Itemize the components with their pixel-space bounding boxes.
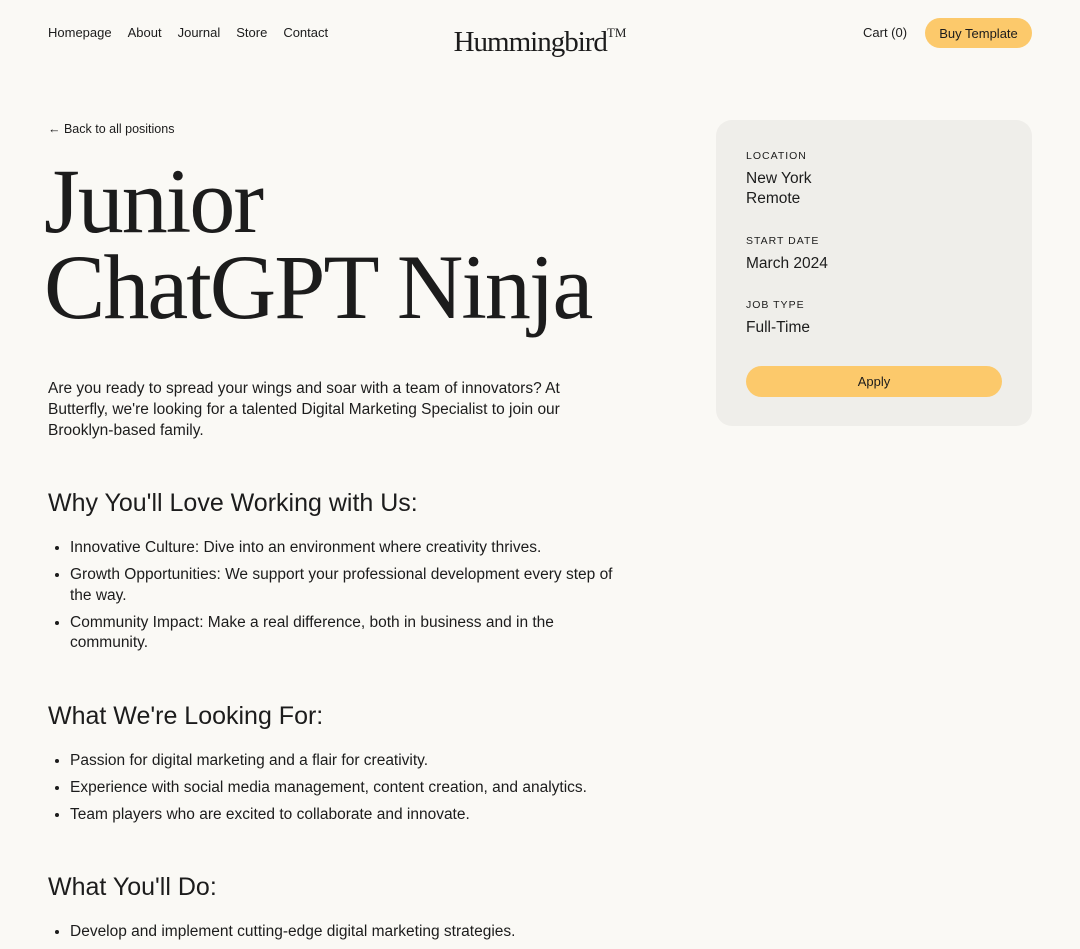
logo-trademark: TM	[606, 25, 627, 40]
job-details-card	[716, 120, 1032, 426]
job-type-label: JOB TYPE	[746, 299, 805, 311]
job-title-line-1: Junior	[44, 150, 262, 252]
back-to-positions-link[interactable]: ← Back to all positions	[48, 122, 175, 136]
logo-text: Hummingbird	[453, 26, 607, 58]
job-type-value: Full-Time	[746, 319, 811, 336]
list-item: • Experience with social media management, content creation, and analytics.	[70, 778, 630, 799]
nav-journal[interactable]: Journal	[177, 25, 221, 40]
section-heading-what-youll-do: What You'll Do:	[48, 873, 217, 901]
section-heading-looking-for: What We're Looking For:	[48, 702, 324, 730]
location-value-2: Remote	[746, 190, 801, 207]
job-title-line-2: ChatGPT Ninja	[44, 236, 592, 338]
job-intro: Are you ready to spread your wings and soar with a team of innovators? At Butterfly, we're looking for a talented Digital Marketing Specialist to join our Brooklyn-based family.	[48, 380, 560, 439]
buy-template-button[interactable]: Buy Template	[925, 18, 1032, 48]
list-item: • Growth Opportunities: We support your professional development every step of the way.	[70, 565, 630, 606]
site-logo[interactable]	[0, 16, 1080, 59]
location-value-1: New York	[746, 170, 812, 187]
list-item: • Community Impact: Make a real difference, both in business and in the community.	[70, 613, 630, 654]
nav-contact[interactable]: Contact	[283, 25, 329, 40]
list-item: • Innovative Culture: Dive into an environment where creativity thrives.	[70, 538, 630, 559]
list-item: • Develop and implement cutting-edge digital marketing strategies.	[70, 922, 630, 943]
section-list-why	[48, 538, 630, 660]
section-heading-why: Why You'll Love Working with Us:	[48, 489, 418, 517]
list-item: • Team players who are excited to collaborate and innovate.	[70, 805, 630, 826]
list-item: • Passion for digital marketing and a flair for creativity.	[70, 751, 630, 772]
start-date-value: March 2024	[746, 255, 828, 272]
nav-about[interactable]: About	[127, 25, 162, 40]
nav-homepage[interactable]: Homepage	[48, 25, 112, 40]
cart-link[interactable]: Cart (0)	[863, 25, 908, 40]
location-label: LOCATION	[746, 150, 807, 162]
nav-store[interactable]: Store	[236, 25, 268, 40]
start-date-label: START DATE	[746, 235, 820, 247]
apply-button[interactable]: Apply	[746, 366, 1002, 397]
section-list-looking-for	[48, 751, 630, 832]
job-title	[44, 150, 684, 338]
